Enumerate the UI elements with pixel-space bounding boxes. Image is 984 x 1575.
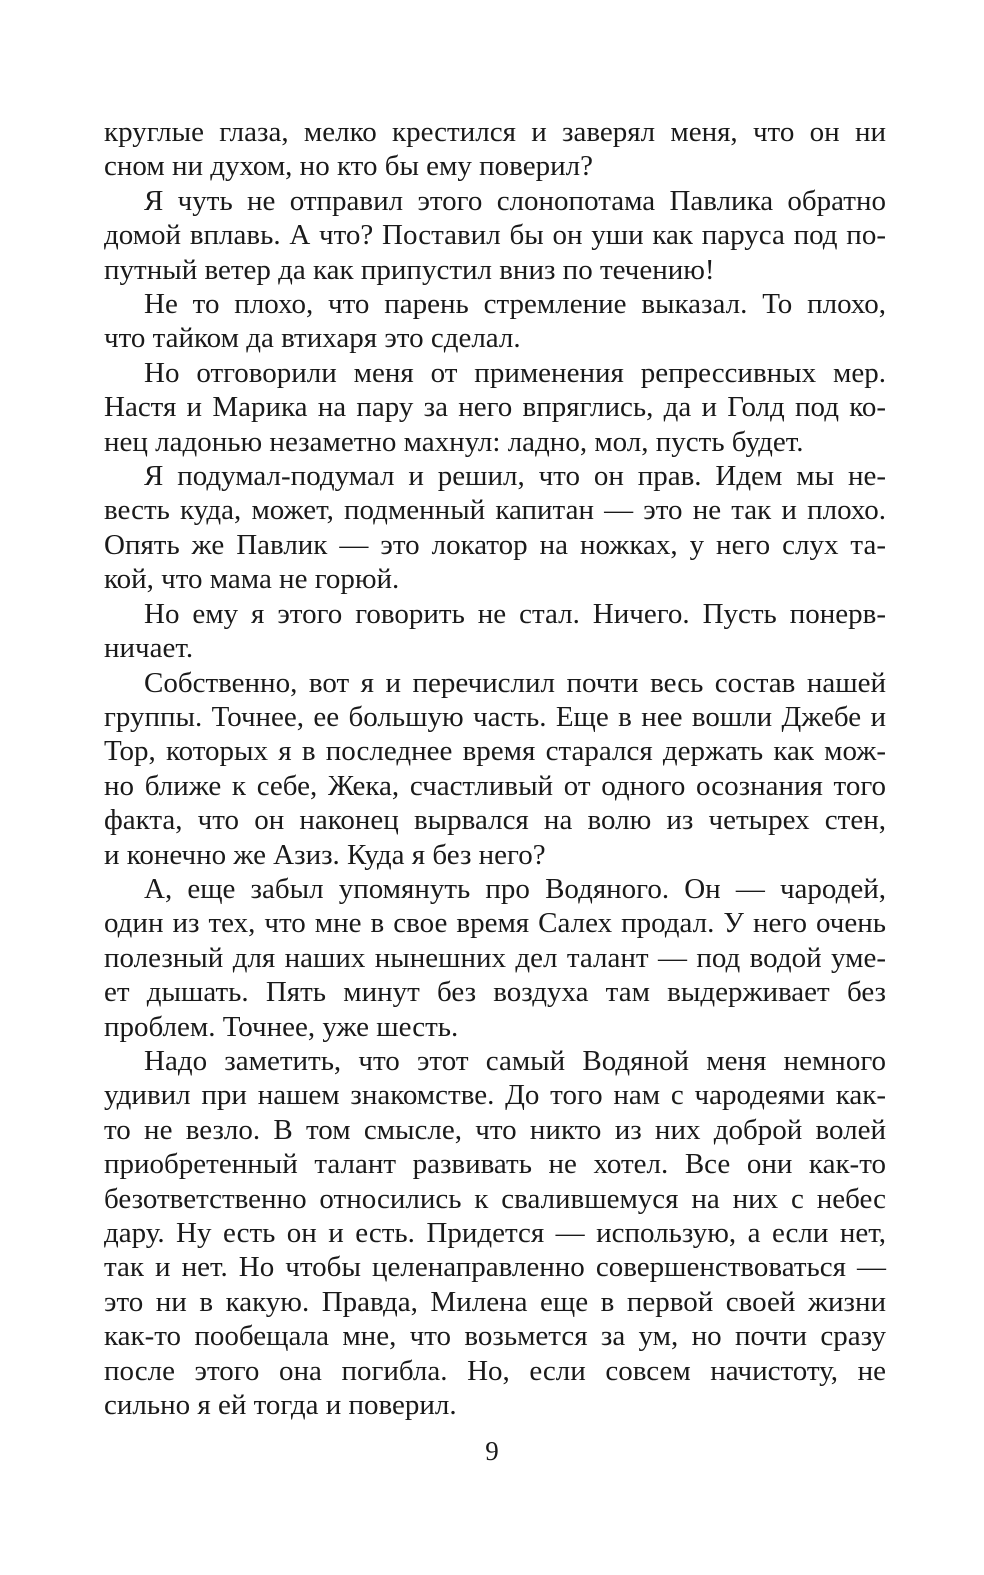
text-line: весть куда, может, подменный капитан — это не так и плохо. bbox=[104, 494, 886, 527]
text-line: полезный для наших нынешних дел талант — под водой уме- bbox=[104, 941, 886, 974]
text-line: Собственно, вот я и перечислил почти весь состав нашей bbox=[144, 666, 886, 699]
paragraph bbox=[104, 872, 886, 1044]
text-line: сном ни духом, но кто бы ему поверил? bbox=[104, 150, 593, 183]
text-line: Не то плохо, что парень стремление выказал. То плохо, bbox=[144, 288, 886, 321]
text-line: Надо заметить, что этот самый Водяной меня немного bbox=[144, 1044, 886, 1077]
text-line: Но отговорили меня от применения репрессивных мер. bbox=[144, 356, 886, 389]
text-line: Опять же Павлик — это локатор на ножках, у него слух та- bbox=[104, 528, 886, 561]
text-line: один из тех, что мне в свое время Салех продал. У него очень bbox=[104, 907, 886, 940]
text-line: и конечно же Азиз. Куда я без него? bbox=[104, 838, 546, 871]
text-line: домой вплавь. А что? Поставил бы он уши как паруса под по- bbox=[104, 219, 886, 252]
text-line: как-то пообещала мне, что возьмется за ум, но почти сразу bbox=[104, 1320, 886, 1353]
text-line: путный ветер да как припустил вниз по течению! bbox=[104, 253, 715, 286]
page-number: 9 bbox=[485, 1436, 499, 1466]
text-line: Тор, которых я в последнее время старался держать как мож- bbox=[104, 735, 886, 768]
text-line: так и нет. Но чтобы целенаправленно совершенствоваться — bbox=[104, 1251, 886, 1284]
text-line: нец ладонью незаметно махнул: ладно, мол, пусть будет. bbox=[104, 425, 804, 458]
paragraph bbox=[104, 459, 886, 597]
text-line: после этого она погибла. Но, если совсем начистоту, не bbox=[104, 1354, 886, 1387]
text-line: удивил при нашем знакомстве. До того нам с чародеями как- bbox=[104, 1079, 886, 1112]
text-line: дару. Ну есть он и есть. Придется — использую, а если нет, bbox=[104, 1217, 886, 1249]
text-line: приобретенный талант развивать не хотел. Все они как-то bbox=[104, 1148, 886, 1181]
paragraph bbox=[104, 115, 886, 184]
text-line: кой, что мама не горюй. bbox=[104, 563, 400, 596]
text-line: Настя и Марика на пару за него впряглись, да и Голд под ко- bbox=[104, 391, 886, 424]
text-line: круглые глаза, мелко крестился и заверял меня, что он ни bbox=[104, 116, 886, 148]
text-line: сильно я ей тогда и поверил. bbox=[104, 1389, 457, 1422]
text-line: проблем. Точнее, уже шесть. bbox=[104, 1010, 459, 1043]
text-line: но ближе к себе, Жека, счастливый от одного осознания того bbox=[104, 769, 886, 802]
paragraph bbox=[104, 356, 886, 459]
text-line: группы. Точнее, ее большую часть. Еще в нее вошли Джебе и bbox=[104, 700, 886, 733]
text-line: А, еще забыл упомянуть про Водяного. Он — чародей, bbox=[144, 872, 886, 905]
text-line: ничает. bbox=[104, 632, 194, 665]
text-line: что тайком да втихаря это сделал. bbox=[104, 322, 521, 355]
text-line: ет дышать. Пять минут без воздуха там выдерживает без bbox=[104, 976, 886, 1009]
page-body bbox=[104, 115, 886, 1422]
paragraph bbox=[104, 666, 886, 872]
paragraph bbox=[104, 597, 886, 666]
text-line: Я подумал-подумал и решил, что он прав. Идем мы не- bbox=[144, 460, 886, 493]
paragraph bbox=[104, 1044, 886, 1422]
text-line: то не везло. В том смысле, что никто из них доброй волей bbox=[104, 1113, 886, 1146]
text-line: Я чуть не отправил этого слонопотама Павлика обратно bbox=[144, 184, 886, 217]
text-line: факта, что он наконец вырвался на волю из четырех стен, bbox=[104, 804, 886, 837]
paragraph bbox=[104, 287, 886, 356]
paragraph bbox=[104, 184, 886, 287]
text-line: это ни в какую. Правда, Милена еще в первой своей жизни bbox=[104, 1285, 886, 1318]
text-line: Но ему я этого говорить не стал. Ничего. Пусть понерв- bbox=[144, 597, 886, 630]
text-line: безответственно относились к свалившемуся на них с небес bbox=[104, 1182, 886, 1215]
